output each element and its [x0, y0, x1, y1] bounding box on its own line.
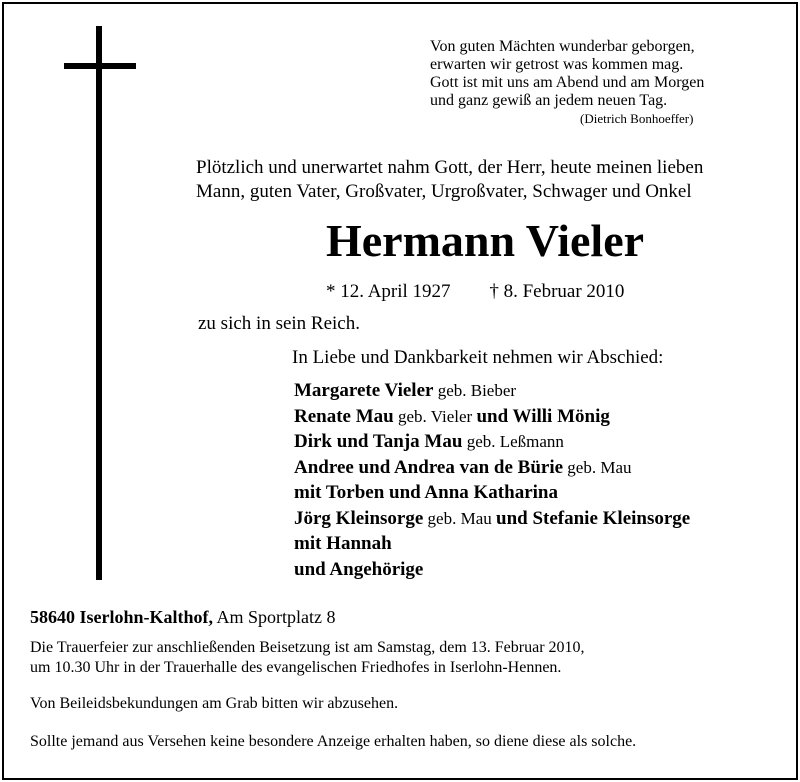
- mourner-name: Dirk und Tanja Mau: [294, 431, 463, 452]
- mourner-row: [294, 531, 690, 557]
- notice-note: [30, 732, 636, 752]
- mourner-note: geb. Leßmann: [462, 432, 564, 451]
- condolences-text: Von Beileidsbekundungen am Grab bitten wir abzusehen.: [30, 695, 399, 712]
- mourner-row: [294, 480, 690, 506]
- poem-line: Gott ist mit uns am Abend und am Morgen: [430, 74, 705, 91]
- ceremony-line-1: Die Trauerfeier zur anschließenden Beisetzung ist am Samstag, dem 13. Februar 2010,: [30, 639, 585, 656]
- ceremony-line-2: um 10.30 Uhr in der Trauerhalle des evangelischen Friedhofes in Iserlohn-Hennen.: [30, 659, 562, 676]
- mourner-name: mit Torben und Anna Katharina: [294, 482, 558, 503]
- farewell-text: In Liebe und Dankbarkeit nehmen wir Abschied:: [292, 347, 664, 368]
- cross-horizontal-bar: [64, 63, 136, 69]
- mourner-name-extra: und Stefanie Kleinsorge: [496, 507, 691, 529]
- mourner-row: [294, 557, 690, 583]
- mourner-row: [294, 378, 690, 404]
- address: [30, 606, 336, 628]
- mourner-row: [294, 506, 690, 532]
- mourner-row: [294, 429, 690, 455]
- mourner-name: mit Hannah: [294, 533, 392, 554]
- mourner-name: Andree und Andrea van de Bürie: [294, 456, 564, 478]
- mourner-note: geb. Mau: [423, 508, 496, 528]
- death-date: † 8. Februar 2010: [489, 281, 625, 302]
- address-city: 58640 Iserlohn-Kalthof,: [30, 607, 214, 627]
- mourner-note: geb. Vieler: [393, 406, 477, 426]
- reich-text: zu sich in sein Reich.: [198, 313, 360, 334]
- poem-line: erwarten wir getrost was kommen mag.: [430, 56, 684, 73]
- mourner-name: Margarete Vieler: [294, 380, 434, 401]
- birth-date: * 12. April 1927: [326, 281, 451, 302]
- mourner-row: [294, 404, 690, 430]
- poem-line: und ganz gewiß an jedem neuen Tag.: [430, 92, 668, 109]
- intro-text: [196, 156, 703, 204]
- mourner-note: geb. Bieber: [433, 381, 517, 400]
- mourner-note: geb. Mau: [563, 457, 632, 477]
- intro-line-2: Mann, guten Vater, Großvater, Urgroßvater, Schwager und Onkel: [196, 181, 692, 202]
- mourner-name: Jörg Kleinsorge: [294, 507, 424, 529]
- mourner-name: und Angehörige: [294, 558, 424, 580]
- poem-line: Von guten Mächten wunderbar geborgen,: [430, 38, 695, 55]
- life-dates: [326, 280, 624, 304]
- poem-author: (Dietrich Bonhoeffer): [580, 111, 694, 126]
- mourner-row: [294, 455, 690, 481]
- mourners-list: [294, 378, 690, 582]
- deceased-name: Hermann Vieler: [325, 215, 645, 266]
- condolences-note: [30, 694, 398, 714]
- mourner-name: Renate Mau: [294, 405, 394, 427]
- address-street: Am Sportplatz 8: [213, 607, 336, 627]
- mourner-name-extra: und Willi Mönig: [476, 405, 610, 427]
- ceremony-info: [30, 638, 585, 678]
- cross-vertical-bar: [96, 26, 102, 580]
- notice-text: Sollte jemand aus Versehen keine besondere Anzeige erhalten haben, so diene diese als solche.: [30, 733, 637, 750]
- intro-line-1: Plötzlich und unerwartet nahm Gott, der Herr, heute meinen lieben: [196, 157, 704, 178]
- poem: [430, 38, 704, 127]
